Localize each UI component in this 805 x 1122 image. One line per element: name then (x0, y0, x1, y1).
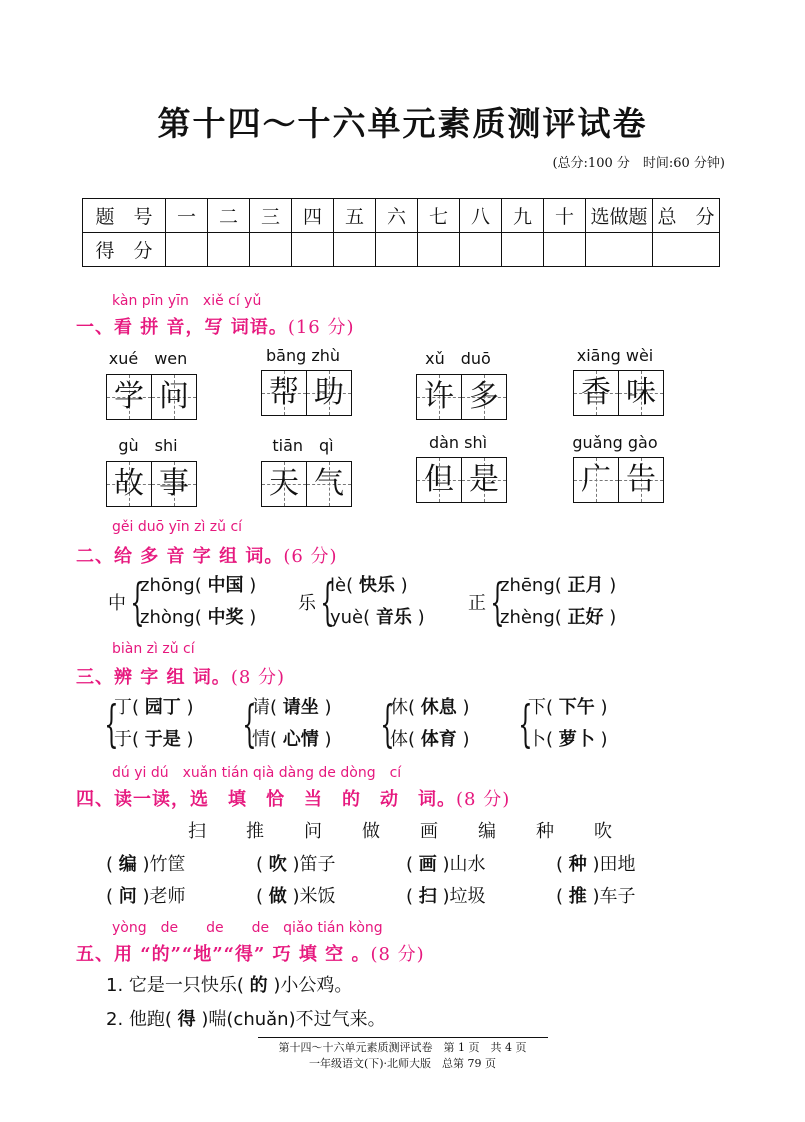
tian-grid[interactable] (416, 457, 508, 503)
section5-points: (8 分) (370, 944, 425, 965)
tian-grid[interactable] (573, 370, 665, 416)
score-value-row (83, 233, 720, 267)
question-1: 1. 它是一只快乐( 的 )小公鸡。 (106, 975, 353, 996)
answer[interactable]: 的 (249, 975, 268, 996)
word-pinyin: dàn shì (428, 433, 488, 452)
word-item (565, 433, 665, 503)
section5-pinyin: yòng de de de qiǎo tián kòng (112, 920, 383, 936)
brace-icon: { (320, 573, 335, 631)
tian-cell: 故 (106, 461, 152, 507)
tian-grid[interactable] (261, 370, 353, 416)
answer[interactable]: 编 (118, 854, 137, 875)
exam-info: (总分:100 分 时间:60 分钟) (552, 156, 725, 171)
word-bank-item: 推 (246, 821, 264, 842)
score-header-cell: 七 (418, 199, 460, 233)
word-bank (188, 817, 624, 843)
score-header-cell: 总 分 (653, 199, 720, 233)
word-item (408, 433, 508, 503)
score-header-cell: 九 (502, 199, 544, 233)
tian-grid[interactable] (261, 461, 353, 507)
polyphone-char: 正 (468, 593, 486, 614)
tian-cell: 学 (106, 374, 152, 420)
answer[interactable]: 扫 (418, 886, 437, 907)
polyphone-char: 乐 (298, 593, 316, 614)
tian-cell: 天 (261, 461, 307, 507)
score-input-cell[interactable] (166, 233, 208, 267)
footer-line-1: 第十四～十六单元素质测评试卷 第 1 页 共 4 页 (278, 1041, 527, 1054)
word-item (253, 433, 353, 507)
word-item (98, 433, 198, 507)
brace-icon: { (130, 573, 145, 631)
verb-row: ( 编 )竹筐 ( 吹 )笛子 ( 画 )山水 ( 种 )田地 (106, 854, 636, 875)
tian-cell: 事 (152, 461, 197, 507)
section3-title-text: 三、辨 字 组 词。 (76, 667, 231, 688)
tian-cell: 多 (462, 374, 507, 420)
word-bank-item: 编 (478, 821, 496, 842)
answer[interactable]: 休息 (420, 697, 457, 718)
char-pair-group: { 下( 下午 ) 卜( 萝卜 ) (518, 695, 608, 753)
score-input-cell[interactable] (502, 233, 544, 267)
tian-cell: 味 (619, 370, 664, 416)
word-bank-item: 扫 (188, 821, 206, 842)
tian-cell: 气 (307, 461, 352, 507)
char-pair-group: { 休( 休息 ) 体( 体育 ) (380, 695, 470, 753)
word-pinyin: gù shi (118, 436, 178, 455)
score-header-row (83, 199, 720, 233)
tian-grid[interactable] (106, 374, 198, 420)
footer-rule (258, 1037, 548, 1038)
section4-pinyin: dú yi dú xuǎn tián qià dàng de dòng cí (112, 765, 402, 781)
answer[interactable]: 于是 (144, 729, 181, 750)
brace-icon: { (518, 695, 533, 753)
answer[interactable]: 中国 (207, 575, 244, 596)
section1-title-text: 一、看 拼 音，写 词语。 (76, 317, 288, 338)
word-pinyin: xiāng wèi (576, 346, 654, 365)
polyphone-lines: lè( 快乐 ) yuè( 音乐 ) (330, 575, 425, 628)
section1-pinyin: kàn pīn yīn xiě cí yǔ (112, 293, 262, 309)
section2-title (76, 542, 338, 568)
answer[interactable]: 音乐 (375, 607, 412, 628)
score-header-cell: 一 (166, 199, 208, 233)
polyphone-lines: zhēng( 正月 ) zhèng( 正好 ) (500, 575, 617, 628)
answer[interactable]: 中奖 (207, 607, 244, 628)
word-item (408, 346, 508, 420)
score-header-cell: 五 (334, 199, 376, 233)
word-pinyin: tiān qì (272, 436, 334, 455)
section1-title (76, 313, 354, 339)
score-header-cell: 四 (292, 199, 334, 233)
score-header-cell: 八 (460, 199, 502, 233)
word-bank-item: 问 (304, 821, 322, 842)
answer[interactable]: 正好 (567, 607, 604, 628)
tian-grid[interactable] (573, 457, 665, 503)
answer[interactable]: 正月 (567, 575, 604, 596)
section1-points: (16 分) (287, 317, 355, 338)
score-input-cell[interactable] (292, 233, 334, 267)
word-bank-item: 吹 (594, 821, 612, 842)
score-header-cell: 三 (250, 199, 292, 233)
word-pinyin: xǔ duō (425, 349, 491, 368)
section4-points: (8 分) (456, 789, 511, 810)
answer[interactable]: 园丁 (144, 697, 181, 718)
score-input-cell[interactable] (334, 233, 376, 267)
tian-cell: 许 (416, 374, 462, 420)
tian-cell: 香 (573, 370, 619, 416)
answer[interactable]: 心情 (282, 729, 319, 750)
section5-title-text: 五、用 “的”“地”“得” 巧 填 空 。 (76, 944, 371, 965)
tian-cell: 告 (619, 457, 664, 503)
section4-title-text: 四、读一读，选 填 恰 当 的 动 词。 (76, 789, 456, 810)
score-table (82, 198, 720, 267)
section2-title-text: 二、给 多 音 字 组 词。 (76, 546, 284, 567)
answer[interactable]: 得 (177, 1009, 196, 1030)
word-pinyin: xué wen (108, 349, 188, 368)
word-pinyin: guǎng gào (572, 433, 658, 452)
score-input-cell[interactable] (208, 233, 250, 267)
score-header-cell: 题 号 (83, 199, 166, 233)
word-bank-item: 做 (362, 821, 380, 842)
page-title: 第十四～十六单元素质测评试卷 (157, 104, 648, 143)
section3-title (76, 663, 285, 689)
answer[interactable]: 种 (568, 854, 587, 875)
score-input-cell[interactable] (250, 233, 292, 267)
brace-icon: { (380, 695, 395, 753)
question-2: 2. 他跑( 得 )喘(chuǎn)不过气来。 (106, 1009, 386, 1030)
section5-title (76, 940, 425, 966)
section3-pinyin: biàn zì zǔ cí (112, 641, 195, 657)
score-input-cell[interactable] (544, 233, 586, 267)
polyphone-group (108, 570, 256, 634)
polyphone-group (468, 570, 616, 634)
answer[interactable]: 画 (418, 854, 437, 875)
word-bank-item: 画 (420, 821, 438, 842)
tian-cell: 是 (462, 457, 507, 503)
word-item (253, 346, 353, 416)
answer[interactable]: 快乐 (358, 575, 395, 596)
score-input-cell[interactable] (418, 233, 460, 267)
section2-pinyin: gěi duō yīn zì zǔ cí (112, 519, 243, 535)
answer[interactable]: 请坐 (282, 697, 319, 718)
tian-cell: 广 (573, 457, 619, 503)
score-label-cell: 得 分 (83, 233, 166, 267)
section3-points: (8 分) (230, 667, 286, 688)
score-header-cell: 六 (376, 199, 418, 233)
brace-icon: { (242, 695, 257, 753)
score-header-cell: 二 (208, 199, 250, 233)
tian-grid[interactable] (416, 374, 508, 420)
polyphone-group (298, 570, 425, 634)
tian-cell: 但 (416, 457, 462, 503)
tian-cell: 帮 (261, 370, 307, 416)
word-bank-item: 种 (536, 821, 554, 842)
word-item (98, 346, 198, 420)
tian-grid[interactable] (106, 461, 198, 507)
answer[interactable]: 推 (568, 886, 587, 907)
answer[interactable]: 体育 (420, 729, 457, 750)
section2-points: (6 分) (283, 546, 338, 567)
score-input-cell[interactable] (653, 233, 720, 267)
word-item (565, 346, 665, 416)
footer-line-2: 一年级语文(下)·北师大版 总第 79 页 (308, 1057, 497, 1070)
answer[interactable]: 做 (268, 886, 287, 907)
answer[interactable]: 萝卜 (558, 729, 595, 750)
score-input-cell[interactable] (376, 233, 418, 267)
score-header-cell: 选做题 (586, 199, 653, 233)
score-input-cell[interactable] (586, 233, 653, 267)
verb-row: ( 问 )老师 ( 做 )米饭 ( 扫 )垃圾 ( 推 )车子 (106, 886, 636, 907)
score-header-cell: 十 (544, 199, 586, 233)
polyphone-char: 中 (108, 593, 126, 614)
char-pair-group: { 丁( 园丁 ) 于( 于是 ) (104, 695, 194, 753)
brace-icon: { (104, 695, 119, 753)
answer[interactable]: 下午 (558, 697, 595, 718)
answer[interactable]: 问 (118, 886, 137, 907)
brace-icon: { (490, 573, 505, 631)
word-pinyin: bāng zhù (265, 346, 341, 365)
polyphone-lines: zhōng( 中国 ) zhòng( 中奖 ) (140, 575, 257, 628)
score-input-cell[interactable] (460, 233, 502, 267)
tian-cell: 助 (307, 370, 352, 416)
tian-cell: 问 (152, 374, 197, 420)
answer[interactable]: 吹 (268, 854, 287, 875)
char-pair-group: { 请( 请坐 ) 情( 心情 ) (242, 695, 332, 753)
section4-title (76, 785, 510, 811)
